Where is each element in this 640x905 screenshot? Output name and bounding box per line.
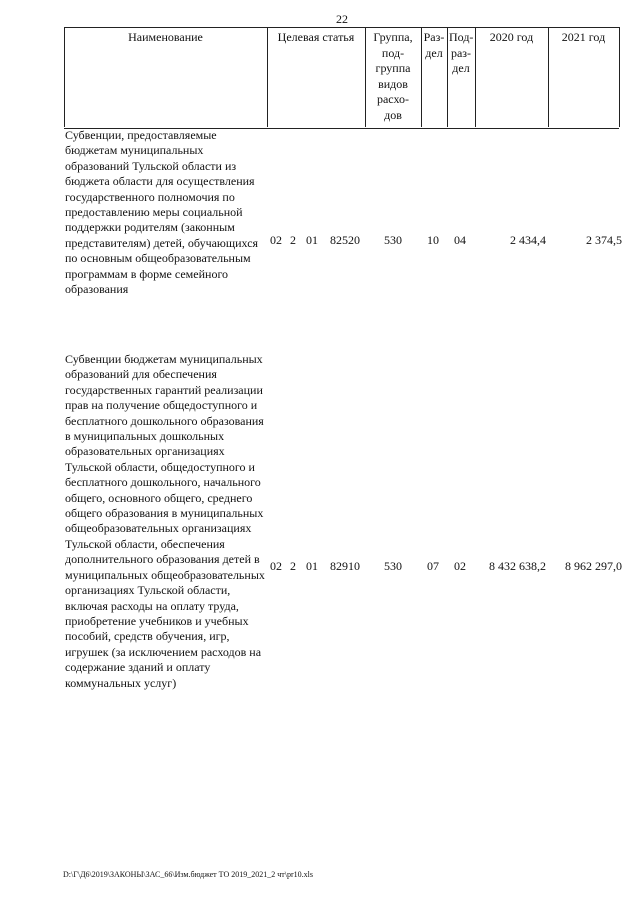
- header-divider: [421, 27, 422, 127]
- header-2020: 2020 год: [489, 30, 534, 44]
- table-row-name: Субвенции бюджетам муниципальных образований для обеспечения государственных гарантий реализации прав на получение общедоступного и бесплатного дошкольного образования в муниципальных дошкольных образовательных организациях Тульской области, общедоступного и бесплатного дошкольного, начального общего, основного общего, среднего общего образования в муниципальных общеобразовательных организациях Тульской области, обеспечения дополнительного образования детей в муниципальных общеобразовательных организациях Тульской области, включая расходы на оплату труда, приобретение учебников и учебных пособий, средств обучения, игр, игрушек (за исключением расходов на содержание зданий и оплату коммунальных услуг): [65, 352, 265, 690]
- row-code-subprogram: 2: [290, 233, 296, 247]
- header-target-article: Целевая статья: [277, 30, 355, 44]
- row-code-event: 01: [306, 233, 318, 247]
- row-code-program: 02: [270, 559, 282, 573]
- header-divider: [365, 27, 366, 127]
- row-amount-2021: 8 962 297,0: [565, 559, 622, 573]
- row-code-event: 01: [306, 559, 318, 573]
- header-divider: [447, 27, 448, 127]
- row-section: 07: [427, 559, 439, 573]
- row-code-subprogram: 2: [290, 559, 296, 573]
- row-group: 530: [384, 233, 402, 247]
- file-path-footer: D:\Г\Д6\2019\ЗАКОНЫ\ЗАС_66\Изм.бюджет ТО 2019_2021_2 чт\pr10.xls: [63, 870, 313, 879]
- row-subsection: 04: [454, 233, 466, 247]
- row-group: 530: [384, 559, 402, 573]
- table-row-name: Субвенции, предоставляемые бюджетам муниципальных образований Тульской области из бюджета области для осуществления государственного полномочия по предоставлению меры социальной поддержки родителям (законным представителям) детей, обучающихся по основным общеобразовательным программам в форме семейного образования: [65, 128, 259, 297]
- row-amount-2020: 8 432 638,2: [489, 559, 546, 573]
- row-code-direction: 82520: [330, 233, 360, 247]
- header-section: Раз-дел: [423, 30, 445, 60]
- page-number: 22: [336, 12, 348, 26]
- header-divider: [619, 27, 620, 127]
- header-subsection: Под-раз-дел: [449, 30, 474, 75]
- row-amount-2021: 2 374,5: [586, 233, 622, 247]
- header-name: Наименование: [128, 30, 203, 44]
- row-code-direction: 82910: [330, 559, 360, 573]
- header-2021: 2021 год: [561, 30, 606, 44]
- row-subsection: 02: [454, 559, 466, 573]
- row-amount-2020: 2 434,4: [510, 233, 546, 247]
- row-code-program: 02: [270, 233, 282, 247]
- row-section: 10: [427, 233, 439, 247]
- header-group: Группа, под-группа видов расхо-дов: [373, 30, 413, 122]
